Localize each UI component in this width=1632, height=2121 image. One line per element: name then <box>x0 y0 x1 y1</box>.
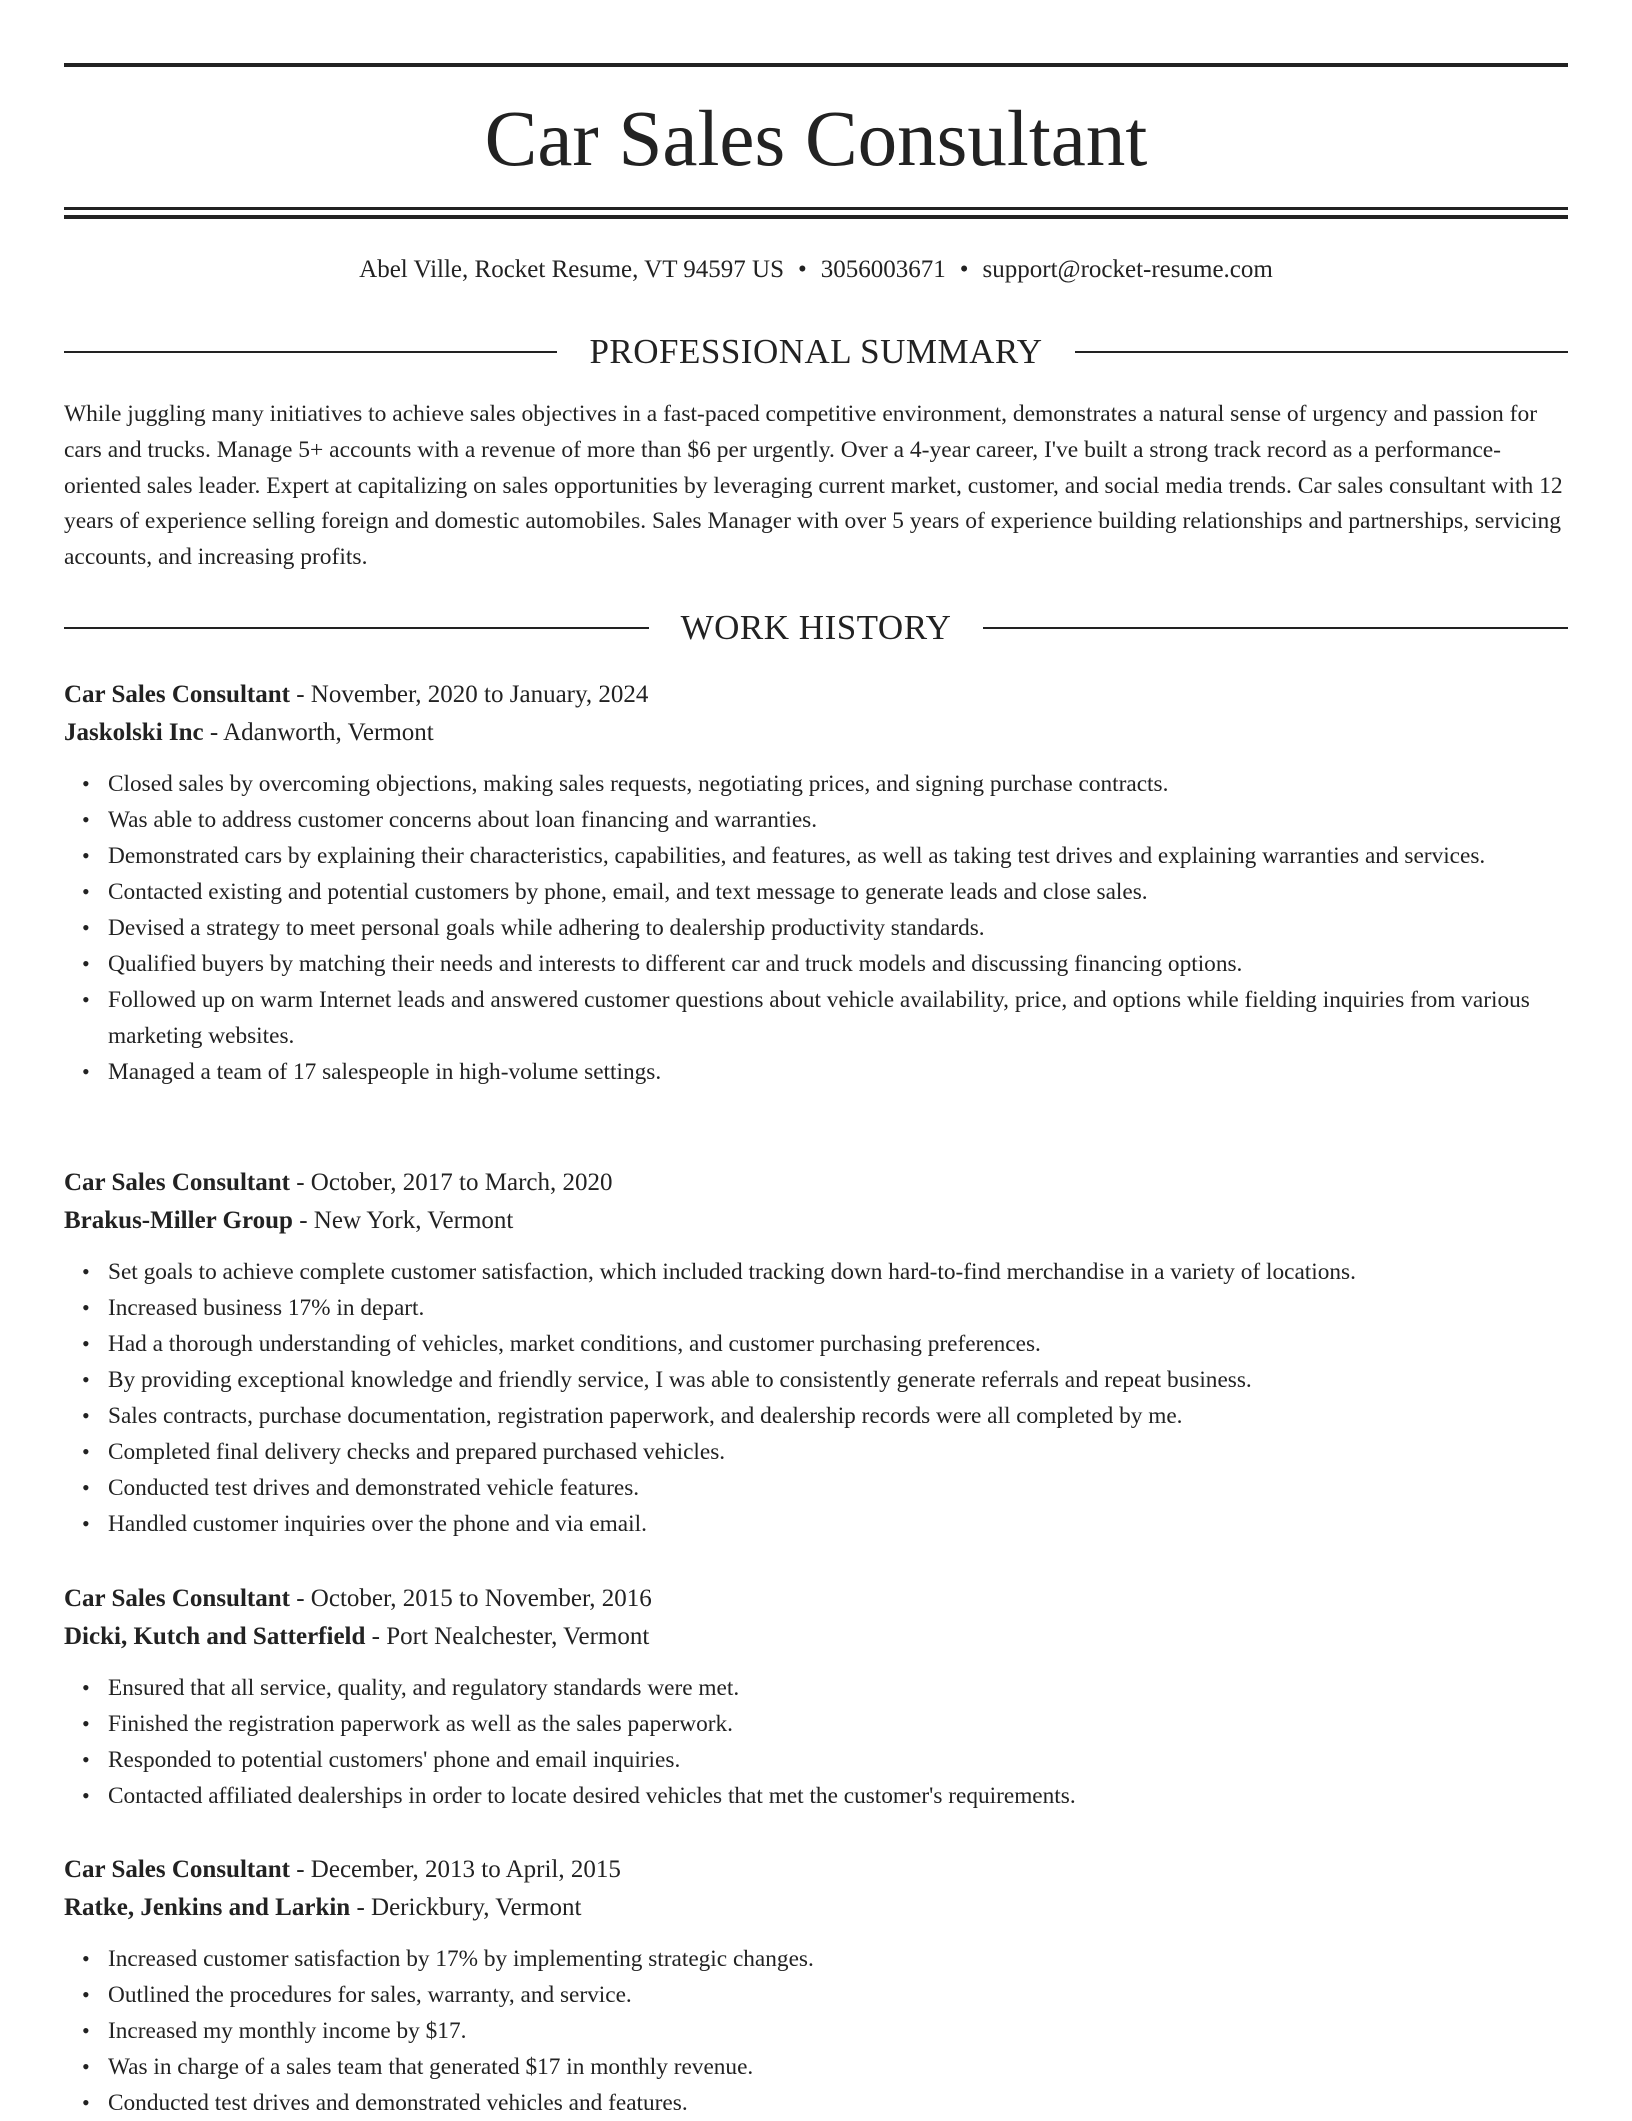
list-item <box>82 874 1568 910</box>
job-title-line <box>64 1851 1568 1889</box>
bullet-icon: • <box>82 1783 90 1808</box>
bullet-icon: • <box>82 1367 90 1392</box>
bullet-icon: • <box>82 1403 90 1428</box>
list-item <box>82 838 1568 874</box>
job-title: Car Sales Consultant <box>64 1856 290 1883</box>
list-item-text: Conducted test drives and demonstrated vehicles and features. <box>108 2090 688 2116</box>
list-item <box>82 946 1568 982</box>
bullet-icon: • <box>82 1439 90 1464</box>
list-item-text: Increased business 17% in depart. <box>108 1295 425 1321</box>
list-item-text: Set goals to achieve complete customer satisfaction, which included tracking down hard-to-find merchandise in a variety of locations. <box>108 1259 1356 1285</box>
job-company-line <box>64 1889 1568 1927</box>
bullet-icon: • <box>82 915 90 940</box>
list-item <box>82 1941 1568 1977</box>
job-title-line <box>64 1580 1568 1618</box>
job-dates: - November, 2020 to January, 2024 <box>289 681 649 708</box>
section-divider-left <box>64 351 557 353</box>
bullet-icon: • <box>82 1475 90 1500</box>
job-company: Jaskolski Inc <box>64 719 204 746</box>
list-item <box>82 802 1568 838</box>
bullet-icon: • <box>82 879 90 904</box>
list-item <box>82 1742 1568 1778</box>
list-item <box>82 1977 1568 2013</box>
list-item-text: Contacted affiliated dealerships in order to locate desired vehicles that met the customer's requirements. <box>108 1783 1076 1809</box>
list-item-text: Qualified buyers by matching their needs and interests to different car and truck models and discussing financing options. <box>108 951 1243 977</box>
job-entry <box>64 1580 1568 1814</box>
section-heading-label: PROFESSIONAL SUMMARY <box>589 332 1043 371</box>
bullet-icon: • <box>82 987 90 1012</box>
job-entry <box>64 676 1568 1090</box>
contact-address: Abel Ville, Rocket Resume, VT 94597 US <box>359 256 785 283</box>
header-double-rule-lower <box>64 215 1568 219</box>
job-company: Brakus-Miller Group <box>64 1207 293 1234</box>
list-item <box>82 982 1568 1054</box>
section-divider-left <box>64 627 649 629</box>
bullet-icon: • <box>82 2054 90 2079</box>
contact-separator: • <box>798 256 807 283</box>
bullet-icon: • <box>82 1711 90 1736</box>
bullet-icon: • <box>82 951 90 976</box>
list-item <box>82 1778 1568 1814</box>
job-entry <box>64 1851 1568 2121</box>
list-item-text: Increased my monthly income by $17. <box>108 2018 467 2044</box>
bullet-icon: • <box>82 1982 90 2007</box>
bullet-icon: • <box>82 1331 90 1356</box>
list-item <box>82 2049 1568 2085</box>
list-item-text: Was in charge of a sales team that generated $17 in monthly revenue. <box>108 2054 754 2080</box>
header-double-rule-upper <box>64 207 1568 210</box>
job-company-line <box>64 1202 1568 1240</box>
list-item-text: Followed up on warm Internet leads and answered customer questions about vehicle availability, price, and options while fielding inquiries from various marketing websites. <box>108 987 1530 1049</box>
job-title: Car Sales Consultant <box>64 1169 290 1196</box>
bullet-icon: • <box>82 1059 90 1084</box>
list-item-text: Outlined the procedures for sales, warranty, and service. <box>108 1982 632 2008</box>
bullet-icon: • <box>82 843 90 868</box>
list-item <box>82 1290 1568 1326</box>
list-item-text: Had a thorough understanding of vehicles, market conditions, and customer purchasing preferences. <box>108 1331 1041 1357</box>
list-item-text: Handled customer inquiries over the phone and via email. <box>108 1511 647 1537</box>
job-location: - New York, Vermont <box>292 1207 514 1234</box>
list-item <box>82 1326 1568 1362</box>
list-item-text: Conducted test drives and demonstrated vehicle features. <box>108 1475 640 1501</box>
job-dates: - October, 2015 to November, 2016 <box>289 1585 652 1612</box>
job-title-line <box>64 1164 1568 1202</box>
list-item <box>82 2013 1568 2049</box>
list-item-text: Closed sales by overcoming objections, making sales requests, negotiating prices, and signing purchase contracts. <box>108 771 1169 797</box>
list-item-text: Managed a team of 17 salespeople in high-volume settings. <box>108 1059 662 1085</box>
list-item <box>82 1398 1568 1434</box>
bullet-icon: • <box>82 1946 90 1971</box>
header-top-rule <box>64 63 1568 67</box>
contact-separator: • <box>959 256 969 283</box>
job-title-line <box>64 676 1568 714</box>
bullet-icon: • <box>82 2018 90 2043</box>
contact-phone: 3056003671 <box>820 256 946 283</box>
list-item-text: Completed final delivery checks and prepared purchased vehicles. <box>108 1439 726 1465</box>
list-item <box>82 766 1568 802</box>
job-company: Dicki, Kutch and Satterfield <box>64 1623 366 1650</box>
section-divider-right <box>983 627 1568 629</box>
contact-line <box>64 253 1568 287</box>
bullet-icon: • <box>82 1259 90 1284</box>
list-item-text: Ensured that all service, quality, and regulatory standards were met. <box>108 1675 740 1701</box>
job-title: Car Sales Consultant <box>64 1585 290 1612</box>
bullet-icon: • <box>82 2090 90 2115</box>
bullet-icon: • <box>82 1747 90 1772</box>
contact-email: support@rocket-resume.com <box>982 256 1273 283</box>
bullet-icon: • <box>82 771 90 796</box>
bullet-icon: • <box>82 1511 90 1536</box>
list-item <box>82 1670 1568 1706</box>
list-item <box>82 2085 1568 2121</box>
list-item <box>82 1434 1568 1470</box>
job-company: Ratke, Jenkins and Larkin <box>64 1894 351 1921</box>
section-heading-label: WORK HISTORY <box>680 608 952 647</box>
job-location: - Adanworth, Vermont <box>203 719 434 746</box>
list-item-text: Sales contracts, purchase documentation, registration paperwork, and dealership records were all completed by me. <box>108 1403 1183 1429</box>
list-item-text: Contacted existing and potential customers by phone, email, and text message to generate leads and close sales. <box>108 879 1148 905</box>
list-item-text: Devised a strategy to meet personal goals while adhering to dealership productivity standards. <box>108 915 985 941</box>
bullet-icon: • <box>82 1295 90 1320</box>
job-dates: - December, 2013 to April, 2015 <box>289 1856 621 1883</box>
bullet-icon: • <box>82 1675 90 1700</box>
summary-section-heading <box>64 330 1568 374</box>
job-bullet-list <box>64 1254 1568 1542</box>
professional-summary-text: While juggling many initiatives to achieve sales objectives in a fast-paced competitive environment, demonstrates a natural sense of urgency and passion for cars and trucks. Manage 5+ accounts with a revenue of more than $6 per urgently. Over a 4-year career, I've built a strong track record as a performance-oriented sales leader. Expert at capitalizing on sales opportunities by leveraging current market, customer, and social media trends. Car sales consultant with 12 years of experience selling foreign and domestic automobiles. Sales Manager with over 5 years of experience building relationships and partnerships, servicing accounts, and increasing profits. <box>64 401 1563 571</box>
list-item <box>82 910 1568 946</box>
job-bullet-list <box>64 1670 1568 1814</box>
job-location: - Port Nealchester, Vermont <box>365 1623 650 1650</box>
list-item-text: Responded to potential customers' phone and email inquiries. <box>108 1747 681 1773</box>
list-item <box>82 1506 1568 1542</box>
resume-title: Car Sales Consultant <box>484 96 1148 183</box>
job-entry <box>64 1164 1568 1542</box>
job-bullet-list <box>64 1941 1568 2121</box>
list-item <box>82 1054 1568 1090</box>
list-item <box>82 1362 1568 1398</box>
list-item-text: Increased customer satisfaction by 17% by implementing strategic changes. <box>108 1946 814 1972</box>
work-history-section-heading <box>64 606 1568 650</box>
bullet-icon: • <box>82 807 90 832</box>
job-dates: - October, 2017 to March, 2020 <box>289 1169 613 1196</box>
job-company-line <box>64 1618 1568 1656</box>
list-item-text: By providing exceptional knowledge and friendly service, I was able to consistently generate referrals and repeat business. <box>108 1367 1252 1393</box>
job-location: - Derickbury, Vermont <box>350 1894 582 1921</box>
list-item-text: Finished the registration paperwork as well as the sales paperwork. <box>108 1711 733 1737</box>
list-item <box>82 1254 1568 1290</box>
job-bullet-list <box>64 766 1568 1090</box>
job-title: Car Sales Consultant <box>64 681 290 708</box>
list-item-text: Demonstrated cars by explaining their characteristics, capabilities, and features, as well as taking test drives and explaining warranties and services. <box>108 843 1486 869</box>
job-company-line <box>64 714 1568 752</box>
section-divider-right <box>1075 351 1568 353</box>
list-item-text: Was able to address customer concerns about loan financing and warranties. <box>108 807 818 833</box>
list-item <box>82 1706 1568 1742</box>
list-item <box>82 1470 1568 1506</box>
